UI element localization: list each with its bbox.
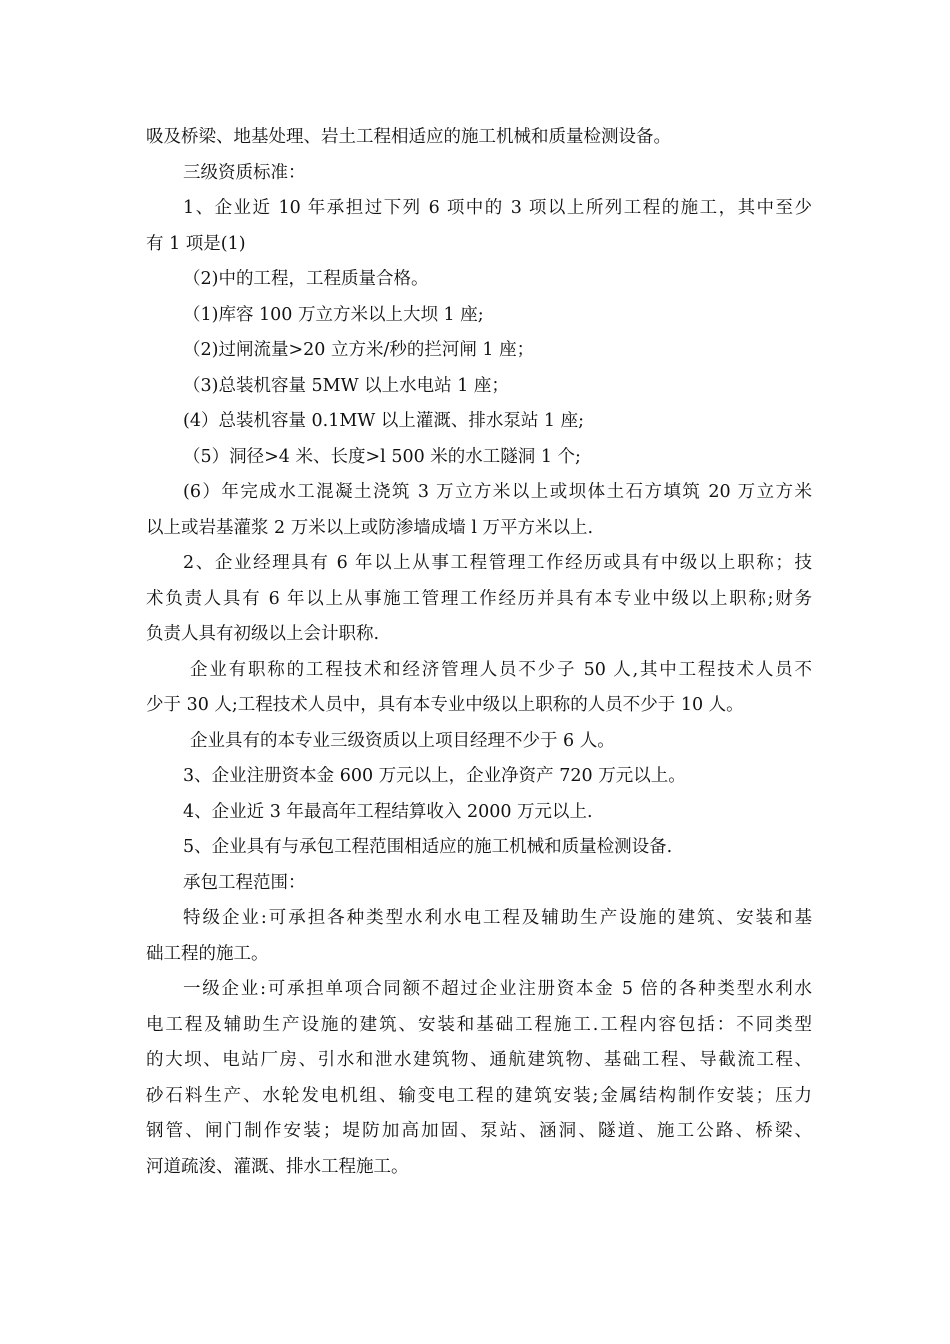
text-line: （2)中的工程，工程质量合格。 — [183, 269, 429, 289]
text-line: (6）年完成水工混凝土浇筑 3 万立方米以上或坝体土石方填筑 20 万立方米 — [183, 482, 812, 502]
text-line: （3)总装机容量 5MW 以上水电站 1 座； — [183, 375, 509, 396]
text-line: 钢管、闸门制作安装；堤防加高加固、泵站、涵洞、隧道、施工公路、桥梁、 — [146, 1121, 812, 1141]
text-line: 础工程的施工。 — [146, 943, 269, 964]
text-line: 砂石料生产、水轮发电机组、输变电工程的建筑安装;金属结构制作安装；压力 — [146, 1085, 812, 1106]
text-line: 企业具有的本专业三级资质以上项目经理不少于 6 人。 — [190, 730, 615, 751]
text-line: 3、企业注册资本金 600 万元以上，企业净资产 720 万元以上。 — [183, 766, 686, 786]
text-line: 4、企业近 3 年最高年工程结算收入 2000 万元以上. — [183, 801, 593, 822]
text-line: 以上或岩基灌浆 2 万米以上或防渗墙成墙 l 万平方米以上. — [146, 517, 594, 538]
text-line: 河道疏浚、灌溉、排水工程施工。 — [146, 1156, 409, 1177]
text-line: 吸及桥梁、地基处理、岩土工程相适应的施工机械和质量检测设备。 — [146, 127, 671, 147]
text-line: 承包工程范围： — [183, 872, 306, 893]
text-line: 电工程及辅助生产设施的建筑、安装和基础工程施工.工程内容包括：不同类型 — [146, 1014, 812, 1035]
text-line: 2、企业经理具有 6 年以上从事工程管理工作经历或具有中级以上职称；技 — [183, 553, 812, 573]
document-body — [146, 120, 812, 1185]
text-line: 特级企业:可承担各种类型水利水电工程及辅助生产设施的建筑、安装和基 — [183, 908, 812, 928]
text-line: 一级企业:可承担单项合同额不超过企业注册资本金 5 倍的各种类型水利水 — [183, 979, 812, 999]
text-line: （5）洞径>4 米、长度>l 500 米的水工隧洞 1 个; — [183, 446, 581, 467]
text-line: （2)过闸流量>20 立方米/秒的拦河闸 1 座； — [183, 340, 535, 360]
text-line: 1、企业近 10 年承担过下列 6 项中的 3 项以上所列工程的施工，其中至少 — [183, 198, 812, 218]
text-line: 少于 30 人;工程技术人员中，具有本专业中级以上职称的人员不少于 10 人。 — [146, 695, 744, 715]
text-line: 负责人具有初级以上会计职称. — [146, 624, 380, 644]
text-line: 三级资质标准： — [183, 162, 306, 183]
text-line: 5、企业具有与承包工程范围相适应的施工机械和质量检测设备. — [183, 837, 673, 857]
text-line: (4）总装机容量 0.1MW 以上灌溉、排水泵站 1 座; — [183, 411, 584, 431]
text-line: 企业有职称的工程技术和经济管理人员不少子 50 人,其中工程技术人员不 — [190, 659, 812, 680]
text-line: （1)库容 100 万立方米以上大坝 1 座; — [183, 304, 484, 325]
text-line: 的大坝、电站厂房、引水和泄水建筑物、通航建筑物、基础工程、导截流工程、 — [146, 1050, 812, 1070]
text-line: 有 1 项是(1) — [146, 233, 246, 254]
text-line: 术负责人具有 6 年以上从事施工管理工作经历并具有本专业中级以上职称;财务 — [146, 588, 812, 609]
